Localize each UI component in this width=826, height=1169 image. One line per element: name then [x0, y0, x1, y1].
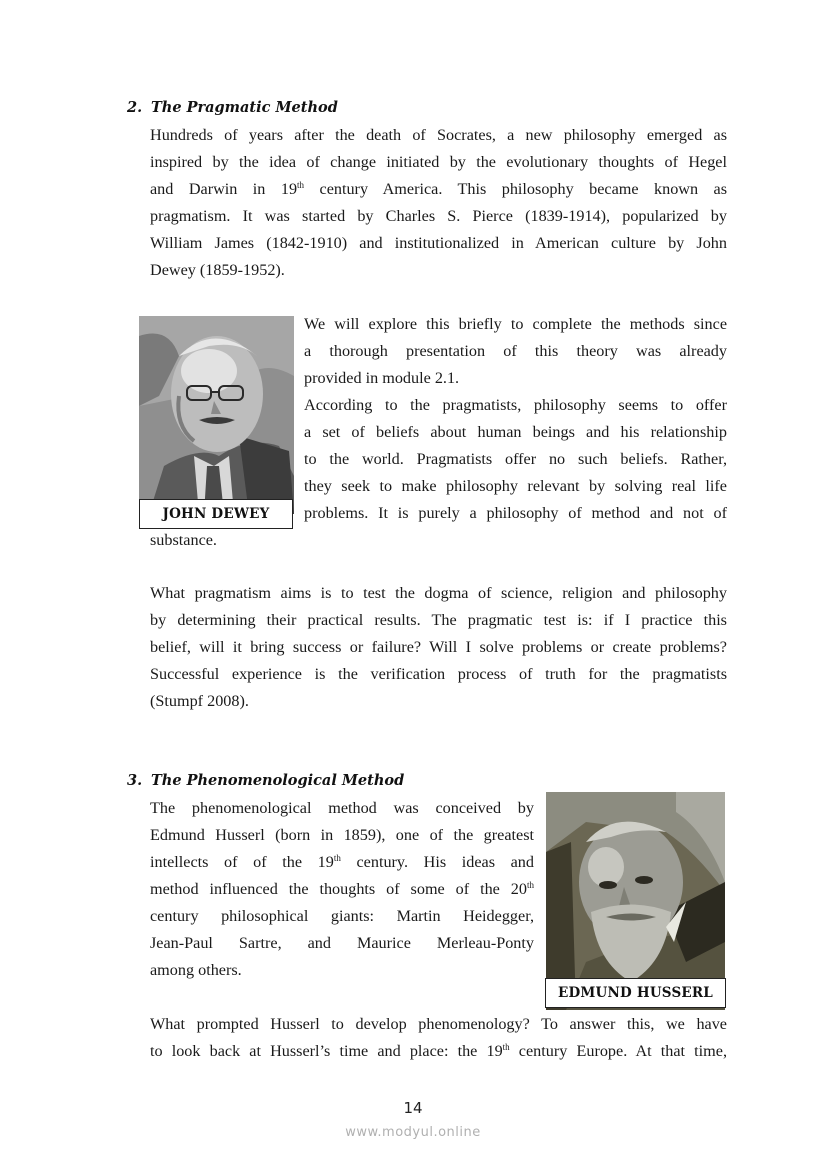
text-line: a set of beliefs about human beings and his relationship [304, 423, 727, 441]
pragmatic-wrap-paragraph [304, 311, 727, 527]
text-line: pragmatism. It was started by Charles S. Pierce (1839-1914), popularized by [150, 207, 727, 225]
portrait-image [139, 316, 294, 514]
text-line: among others. [150, 961, 242, 979]
text-line: a thorough presentation of this theory was already [304, 342, 727, 360]
page-number: 14 [403, 1099, 423, 1117]
text-line: intellects of of the 19th century. His ideas and [150, 853, 534, 871]
text-line: problems. It is purely a philosophy of method and not of [304, 504, 727, 522]
watermark-url: www.modyul.online [345, 1125, 481, 1140]
edmund-husserl-caption: EDMUND HUSSERL [545, 978, 726, 1008]
text-line: Successful experience is the verification process of truth for the pragmatists [150, 665, 727, 683]
pragmatic-body-paragraph [150, 580, 727, 715]
text-line: Hundreds of years after the death of Socrates, a new philosophy emerged as [150, 126, 727, 144]
text-line: What prompted Husserl to develop phenomenology? To answer this, we have [150, 1015, 727, 1033]
text-line: The phenomenological method was conceived by [150, 799, 534, 817]
john-dewey-photo [139, 316, 294, 514]
text-line: by determining their practical results. The pragmatic test is: if I practice this [150, 611, 727, 629]
text-line: belief, will it bring success or failure? Will I solve problems or create problems? [150, 638, 727, 656]
text-line: method influenced the thoughts of some of the 20th [150, 880, 534, 898]
section-number: 2. [127, 99, 143, 116]
text-line: provided in module 2.1. [304, 369, 460, 387]
phenomenological-body-paragraph [150, 1011, 727, 1065]
text-line: Dewey (1859-1952). [150, 261, 285, 279]
john-dewey-caption: JOHN DEWEY [139, 499, 293, 529]
text-line: and Darwin in 19th century America. This philosophy became known as [150, 180, 728, 198]
text-line: (Stumpf 2008). [150, 692, 249, 710]
section-title: The Phenomenological Method [151, 772, 405, 789]
text-line: to look back at Husserl’s time and place: the 19th century Europe. At that time, [150, 1042, 727, 1060]
section-number: 3. [127, 772, 143, 789]
pragmatic-wrap-tail [150, 527, 450, 554]
text-line: According to the pragmatists, philosophy seems to offer [304, 396, 727, 414]
text-line: We will explore this briefly to complete the methods since [304, 315, 727, 333]
text-line: Edmund Husserl (born in 1859), one of the greatest [150, 826, 534, 844]
text-line: substance. [150, 531, 217, 549]
pragmatic-intro-paragraph [150, 122, 727, 284]
text-line: Jean-Paul Sartre, and Maurice Merleau-Ponty [150, 934, 534, 952]
text-line: to the world. Pragmatists offer no such beliefs. Rather, [304, 450, 727, 468]
section-title: The Pragmatic Method [151, 99, 338, 116]
section-heading-phenomenological [127, 772, 404, 789]
text-line: What pragmatism aims is to test the dogma of science, religion and philosophy [150, 584, 727, 602]
text-line: inspired by the idea of change initiated by the evolutionary thoughts of Hegel [150, 153, 727, 171]
text-line: they seek to make philosophy relevant by solving real life [304, 477, 727, 495]
text-line: William James (1842-1910) and institutionalized in American culture by John [150, 234, 727, 252]
text-line: century philosophical giants: Martin Heidegger, [150, 907, 534, 925]
section-heading-pragmatic [127, 99, 338, 116]
phenomenological-wrap-paragraph [150, 795, 534, 984]
